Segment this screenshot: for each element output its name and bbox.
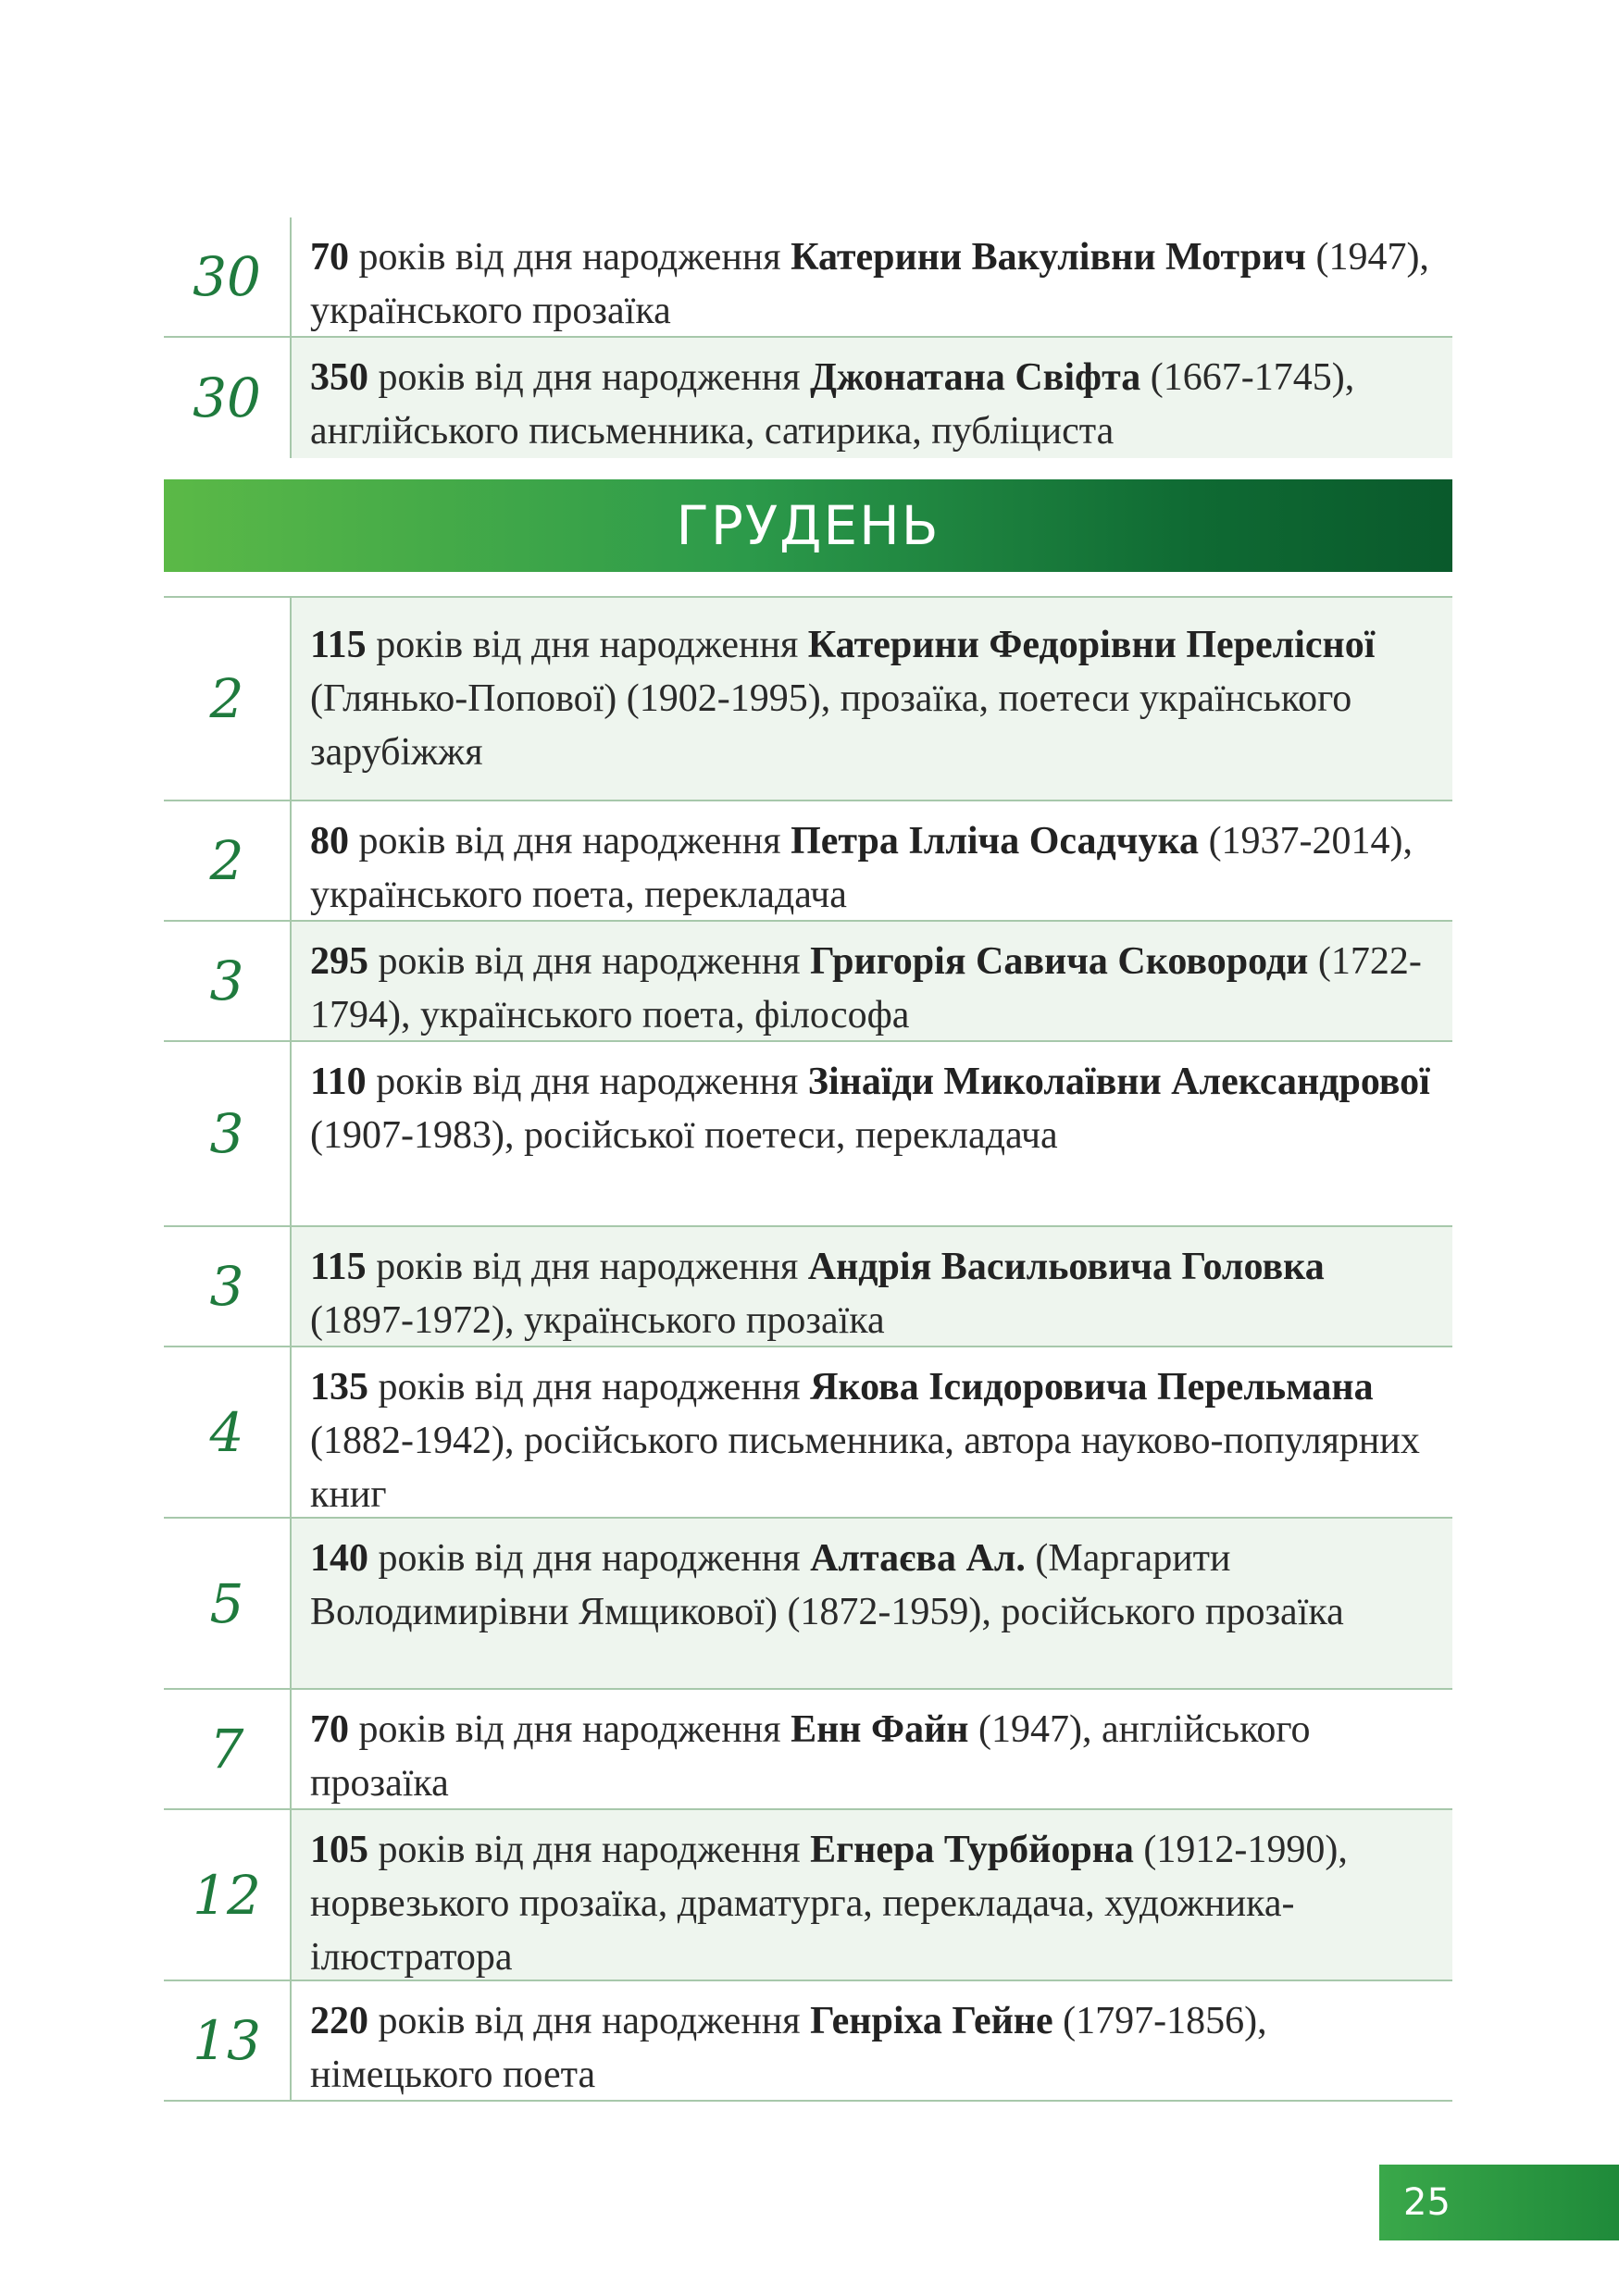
page-number: 25 <box>1403 2181 1451 2224</box>
entry-text: 140 років від дня народження Алтаєва Ал. (Маргарити Володимирівни Ямщикової) (1872-1959), російського прозаїка <box>292 1519 1452 1688</box>
table-row <box>164 1347 1452 1519</box>
entry-text: 115 років від дня народження Катерини Федорівни Перелісної (Глянько-Попової) (1902-1995), прозаїка, поетеси українського зарубіжжя <box>292 598 1452 800</box>
table-row <box>164 1981 1452 2102</box>
entry-text: 70 років від дня народження Енн Файн (1947), англійського прозаїка <box>310 1708 1311 1805</box>
table-row <box>164 801 1452 922</box>
entry-text: 350 років від дня народження Джонатана Свіфта (1667-1745), англійського письменника, сатирика, публіциста <box>292 338 1452 458</box>
day-number: 3 <box>164 922 292 1040</box>
entry-text: 70 років від дня народження Катерини Вакулівни Мотрич (1947), українського прозаїка <box>310 236 1429 332</box>
entry-text: 295 років від дня народження Григорія Савича Сковороди (1722-1794), українського поета, філософа <box>292 922 1452 1040</box>
day-number: 12 <box>164 1810 292 1980</box>
table-row <box>164 1690 1452 1810</box>
table-row <box>164 1519 1452 1690</box>
entry-text: 135 років від дня народження Якова Ісидоровича Перельмана (1882-1942), російського письменника, автора науково-популярних книг <box>310 1366 1420 1516</box>
day-number: 13 <box>164 1981 292 2100</box>
previous-month-table <box>164 217 1452 458</box>
table-row <box>164 1810 1452 1981</box>
page-number-tab <box>1379 2165 1619 2240</box>
entry-text: 80 років від дня народження Петра Ілліча Осадчука (1937-2014), українського поета, перекладача <box>310 820 1414 916</box>
table-row <box>164 1227 1452 1347</box>
day-number: 3 <box>164 1227 292 1346</box>
table-row <box>164 1042 1452 1227</box>
table-row <box>164 598 1452 801</box>
day-number: 3 <box>164 1042 292 1225</box>
table-row <box>164 922 1452 1042</box>
table-row <box>164 217 1452 338</box>
entry-text: 220 років від дня народження Генріха Гейне (1797-1856), німецького поета <box>310 2000 1267 2096</box>
entry-text: 110 років від дня народження Зінаїди Миколаївни Александрової (1907-1983), російської поетеси, перекладача <box>310 1061 1430 1157</box>
day-number: 5 <box>164 1519 292 1688</box>
day-number: 30 <box>164 338 292 458</box>
month-table <box>164 596 1452 2102</box>
entry-text: 105 років від дня народження Егнера Турбйорна (1912-1990), норвезького прозаїка, драматурга, перекладача, художника-ілюстратора <box>292 1810 1452 1980</box>
day-number: 30 <box>164 217 292 336</box>
day-number: 7 <box>164 1690 292 1808</box>
month-title: ГРУДЕНЬ <box>676 494 940 557</box>
table-row <box>164 338 1452 458</box>
entry-text: 115 років від дня народження Андрія Васильовича Головка (1897-1972), українського прозаїка <box>292 1227 1452 1346</box>
day-number: 4 <box>164 1347 292 1517</box>
day-number: 2 <box>164 598 292 800</box>
day-number: 2 <box>164 801 292 920</box>
month-header <box>164 479 1452 572</box>
